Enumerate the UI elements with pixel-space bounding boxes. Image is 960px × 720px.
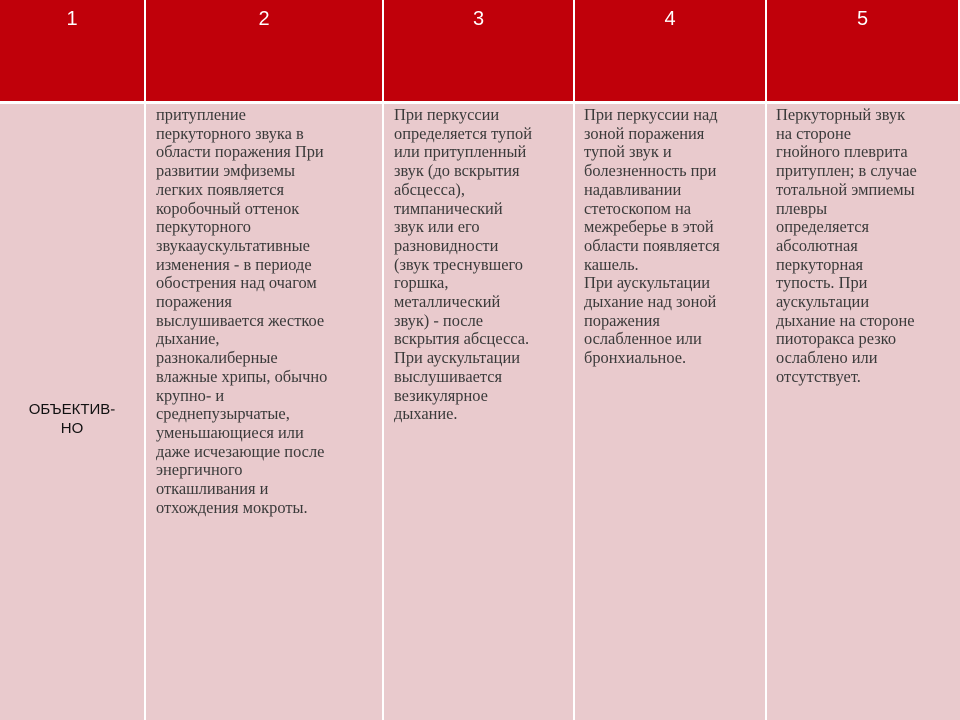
row-label-cell [0,104,146,720]
cell-text-line: дыхание на стороне [776,310,915,330]
cell-text-line: ослаблено или [776,348,878,368]
cell-text-line: перкуторного звука в [156,123,304,143]
cell-text-line: абсцесса), [394,179,465,199]
cell-text-line: даже исчезающие после [156,441,325,461]
cell-text-line: аускультации [776,292,870,312]
cell-text-line: разновидности [394,235,499,255]
cell-text-line: перкуторного [156,217,251,237]
cell-text-line: легких появляется [156,179,285,199]
cell-text-line: выслушивается жесткое [156,310,325,330]
cell-text-line: тупой звук и [584,142,672,162]
cell-text-line: При перкуссии [394,105,500,124]
cell-text-line: притуплен; в случае [776,161,917,181]
cell-text-line: надавливании [584,179,682,199]
cell-text-line: влажные хрипы, обычно [156,366,328,386]
cell-text-line: крупно- и [156,385,225,405]
cell-text-line: Перкуторный звук [776,105,906,124]
cell-text-line: дыхание над зоной [584,292,717,312]
cell-text-line: металлический [394,292,501,312]
header-cell-4: 4 [575,0,767,104]
cell-text-line: зоной поражения [584,123,705,143]
cell-text-line: тупость. При [776,273,868,293]
cell-text-line: изменения - в периоде [156,254,312,274]
header-cell-2: 2 [146,0,384,104]
cell-text-line: энергичного [156,460,243,480]
cell-text-line: поражения [584,310,660,330]
row-label-line-1: ОБЪЕКТИВ- [28,401,116,418]
cell-text-line: звук) - после [394,310,484,330]
cell-text-line: выслушивается [394,366,503,386]
cell-text-line: межреберье в этой [584,217,714,237]
cell-col-3 [384,104,575,720]
cell-text-line: дыхание. [394,404,458,424]
row-label [29,400,116,438]
cell-text-line: отхождения мокроты. [156,497,308,517]
cell-text-line: абсолютная [776,235,858,255]
cell-text-line: кашель. [584,254,639,274]
cell-text-line: отсутствует. [776,366,861,386]
cell-text-line: (звук треснувшего [394,254,523,274]
cell-text-line: на стороне [776,123,851,143]
cell-text-line: звук (до вскрытия [394,161,520,181]
cell-text-line: области поражения При [156,142,324,162]
cell-text-line: обострения над очагом [156,273,317,293]
cell-text-line: При аускультации [584,273,711,293]
cell-text-line: стетоскопом на [584,198,692,218]
cell-text-line: области появляется [584,235,720,255]
cell-text-line: откашливания и [156,479,269,499]
cell-text-line: гнойного плеврита [776,142,908,162]
cell-text-line: притупление [156,105,246,124]
cell-col-5 [767,104,960,720]
cell-text-line: коробочный оттенок [156,198,300,218]
cell-text-line: бронхиальное. [584,348,687,368]
cell-text-line: дыхание, [156,329,220,349]
cell-text-line: развитии эмфиземы [156,161,296,181]
cell-text-line: определяется тупой [394,123,532,143]
cell-text-line: везикулярное [394,385,488,405]
cell-text-line: перкуторная [776,254,864,274]
cell-text-line: звукааускультативные [156,235,310,255]
header-cell-1: 1 [0,0,146,104]
cell-text-line: уменьшающиеся или [156,422,304,442]
cell-text-line: При аускультации [394,348,521,368]
cell-text-line: плевры [776,198,828,218]
cell-text-line: ослабленное или [584,329,702,349]
cell-text-line: определяется [776,217,870,237]
row-label-line-2: НО [60,420,84,437]
cell-text-line: разнокалиберные [156,348,278,368]
cell-text-line: или притупленный [394,142,527,162]
header-cell-5: 5 [767,0,960,104]
cell-text-line: тимпанический [394,198,503,218]
cell-text-line: тотальной эмпиемы [776,179,915,199]
cell-text-line: болезненность при [584,161,717,181]
cell-text-line: вскрытия абсцесса. [394,329,530,349]
header-cell-3: 3 [384,0,575,104]
cell-text-line: пиоторакса резко [776,329,897,349]
cell-text-line: звук или его [394,217,480,237]
cell-text-line: горшка, [394,273,449,293]
cell-text-line: При перкуссии над [584,105,718,124]
cell-text-line: среднепузырчатые, [156,404,290,424]
cell-col-4 [575,104,767,720]
cell-text-line: поражения [156,292,232,312]
cell-col-2 [146,104,384,720]
